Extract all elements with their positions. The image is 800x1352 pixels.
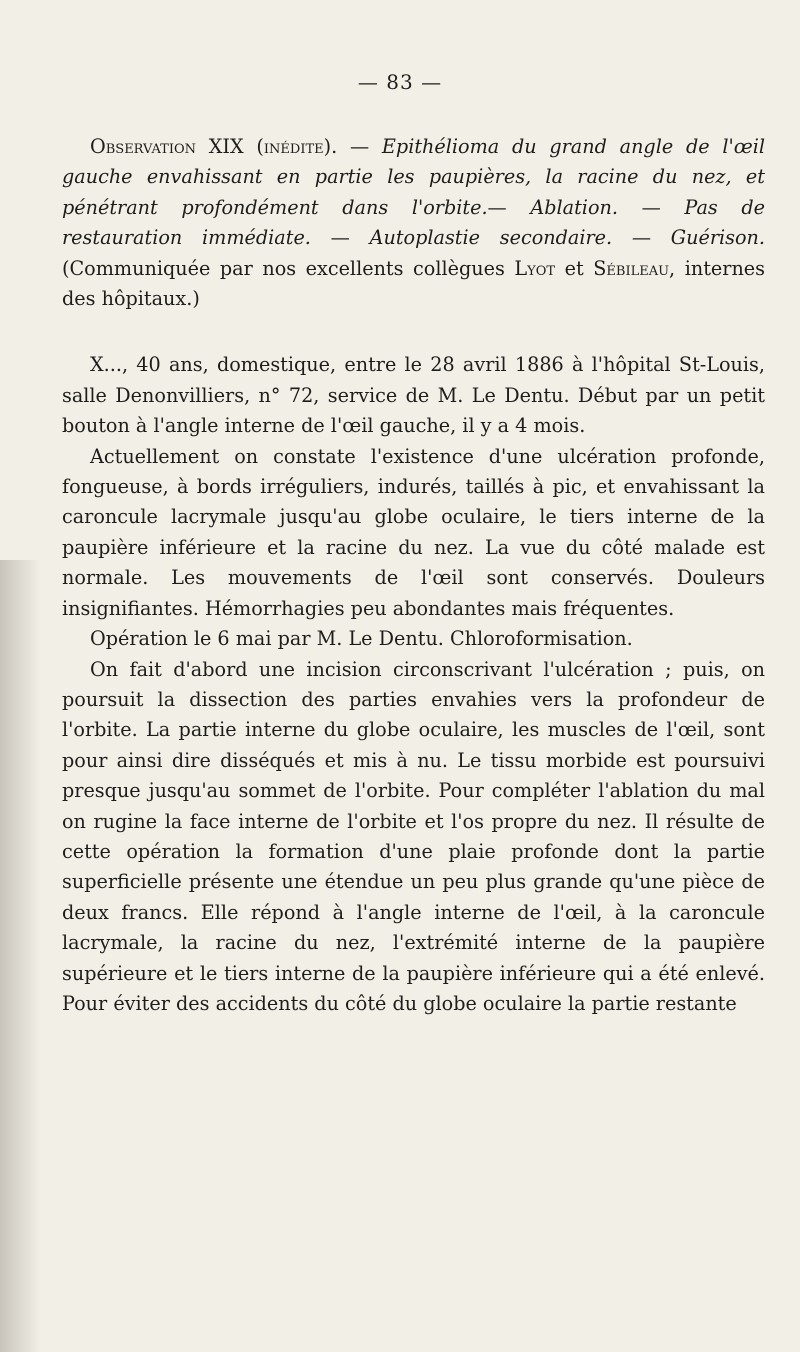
paragraph-operation: Opération le 6 mai par M. Le Dentu. Chloroformisation. (90, 627, 633, 651)
observation-guerison: Guérison. (670, 226, 766, 250)
text-body (62, 132, 765, 1019)
page-edge-shadow (0, 560, 40, 1352)
dash: — (612, 226, 671, 250)
author-name-lyot: Lyot (514, 256, 556, 280)
dash: — (617, 195, 685, 219)
observation-title: Epithélioma du grand angle de l'œil gauche envahissant en partie les paupières, la racine du nez, et pénétrant profondément dans l'orbite. (62, 135, 765, 219)
paragraph-patient: X..., 40 ans, domestique, entre le 28 avril 1886 à l'hôpital St-Louis, salle Denonvilliers, n° 72, service de M. Le Dentu. Début par un petit bouton à l'angle interne de l'œil gauche, il y a 4 mois. (62, 353, 765, 438)
observation-autoplastie: Autoplastie secondaire. (369, 226, 613, 250)
dash: — (487, 195, 531, 219)
communication-and: et (555, 256, 594, 280)
observation-status: (inédite). (256, 135, 338, 158)
communication-tail: , internes des hôpitaux.) (62, 256, 766, 311)
dash: — (337, 135, 382, 158)
communication-text: (Communiquée par nos excellents collègues (62, 256, 515, 280)
observation-ablation: Ablation. (530, 195, 618, 219)
page-number: — 83 — (357, 70, 443, 94)
author-name-sebileau: Sébileau (593, 256, 670, 280)
paragraph-procedure: On fait d'abord une incision circonscrivant l'ulcération ; puis, on poursuit la dissection des parties envahies vers la profondeur de l'orbite. La partie interne du globe oculaire, les muscles de l'œil, sont pour ainsi dire disséqués et mis à nu. Le tissu morbide est poursuivi presque jusqu'au sommet de l'orbite. Pour compléter l'ablation du mal on rugine la face interne de l'orbite et l'os propre du nez. Il résulte de cette opération la formation d'une plaie profonde dont la partie superficielle présente une étendue un peu plus grande qu'une pièce de deux francs. Elle répond à l'angle interne de l'œil, à la caroncule lacrymale, la racine du nez, l'extrémité interne de la paupière supérieure et le tiers interne de la paupière inférieure qui a été enlevé. Pour éviter des accidents du côté du globe oculaire la partie restante (62, 657, 765, 1015)
paragraph-findings: Actuellement on constate l'existence d'une ulcération profonde, fongueuse, à bords irréguliers, indurés, taillés à pic, et envahissant la caroncule lacrymale jusqu'au globe oculaire, le tiers interne de la paupière inférieure et la racine du nez. La vue du côté malade est normale. Les mouvements de l'œil sont conservés. Douleurs insignifiantes. Hémorrhagies peu abondantes mais fréquentes. (62, 444, 765, 620)
observation-restauration: Pas de restauration immédiate. (62, 195, 766, 250)
observation-heading (62, 132, 765, 314)
dash: — (310, 226, 370, 250)
observation-label: Observation XIX (90, 135, 244, 158)
